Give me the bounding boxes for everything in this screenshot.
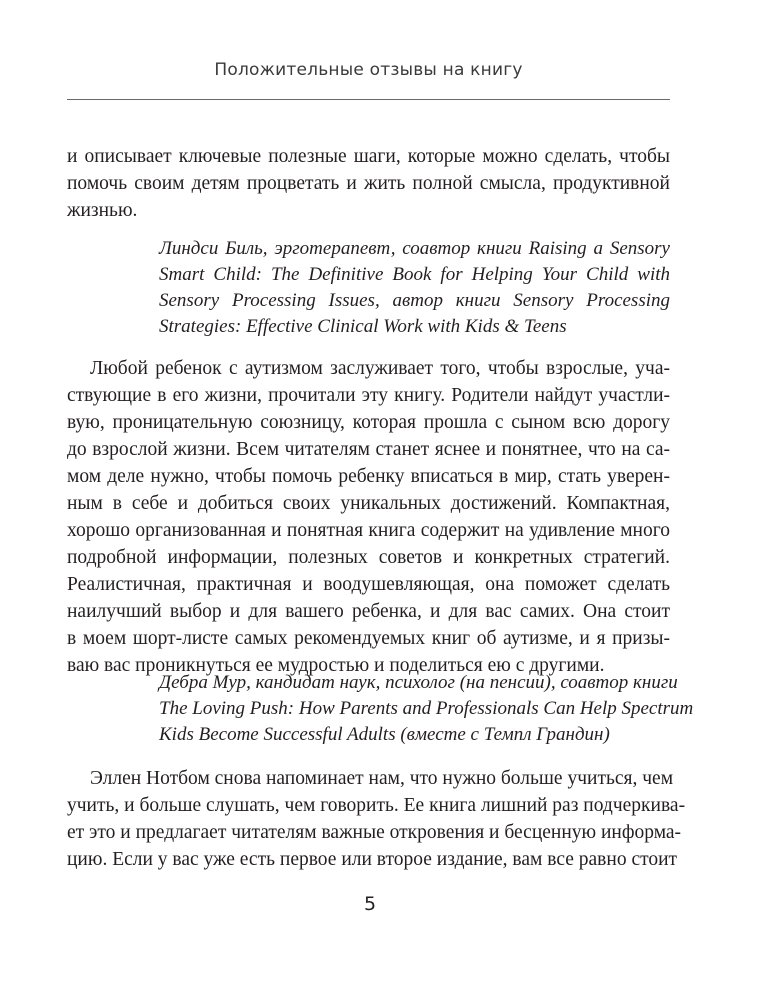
text-line: подробной информации, полезных советов и конкретных стратегий. [67, 547, 670, 568]
header-rule [67, 99, 670, 100]
review-paragraph-3 [67, 765, 686, 873]
text-line: учить, и больше слушать, чем говорить. Ее книга лишний раз подчеркива- [67, 795, 686, 816]
text-line: в моем шорт-листе самых рекомендуемых книг об аутизме, и я призы- [67, 628, 670, 649]
page-number: 5 [363, 893, 377, 915]
text-line: и описывает ключевые полезные шаги, которые можно сделать, чтобы [67, 146, 670, 167]
attribution-line: Smart Child: The Definitive Book for Helping Your Child with [159, 264, 670, 285]
text-line: ваю вас проникнуться ее мудростью и поделиться ею с другими. [67, 655, 605, 676]
text-line: Реалистичная, практичная и воодушевляющая, она поможет сделать [67, 574, 670, 595]
text-line: Любой ребенок с аутизмом заслуживает того, чтобы взрослые, уча- [90, 358, 670, 379]
text-line: ным в себе и добиться своих уникальных достижений. Компактная, [67, 493, 670, 514]
attribution-line: Линдси Биль, эрготерапевт, соавтор книги Raising a Sensory [159, 238, 670, 259]
review-attribution-2 [159, 670, 694, 748]
review-paragraph-2 [67, 355, 670, 679]
attribution-line: Kids Become Successful Adults (вместе с Темпл Грандин) [159, 724, 610, 745]
text-line: вую, проницательную союзницу, которая прошла с сыном всю дорогу [67, 412, 670, 433]
attribution-line: Sensory Processing Issues, автор книги Sensory Processing [159, 290, 670, 311]
text-line: хорошо организованная и понятная книга содержит на удивление много [67, 520, 670, 541]
attribution-line: Strategies: Effective Clinical Work with Kids & Teens [159, 316, 567, 337]
review-attribution-1 [159, 236, 670, 340]
paragraph-continuation [67, 143, 670, 224]
text-line: наилучший выбор и для вашего ребенка, и для вас самих. Она стоит [67, 601, 670, 622]
text-line: до взрослой жизни. Всем читателям станет яснее и понятнее, что на са- [67, 439, 670, 460]
text-line: ет это и предлагает читателям важные откровения и бесценную информа- [67, 822, 682, 843]
text-line: Эллен Нотбом снова напоминает нам, что нужно больше учиться, чем [90, 768, 674, 789]
text-line: цию. Если у вас уже есть первое или второе издание, вам все равно стоит [67, 849, 678, 870]
text-line: помочь своим детям процветать и жить полной смысла, продуктивной [67, 173, 670, 194]
running-head: Положительные отзывы на книгу [214, 60, 523, 80]
text-line: мом деле нужно, чтобы помочь ребенку вписаться в мир, стать уверен- [67, 466, 670, 487]
attribution-line: Дебра Мур, кандидат наук, психолог (на пенсии), соавтор книги [159, 672, 678, 693]
attribution-line: The Loving Push: How Parents and Professionals Can Help Spectrum [159, 698, 694, 719]
text-line: ствующие в его жизни, прочитали эту книгу. Родители найдут участли- [67, 385, 670, 406]
text-line: жизнью. [67, 200, 138, 221]
